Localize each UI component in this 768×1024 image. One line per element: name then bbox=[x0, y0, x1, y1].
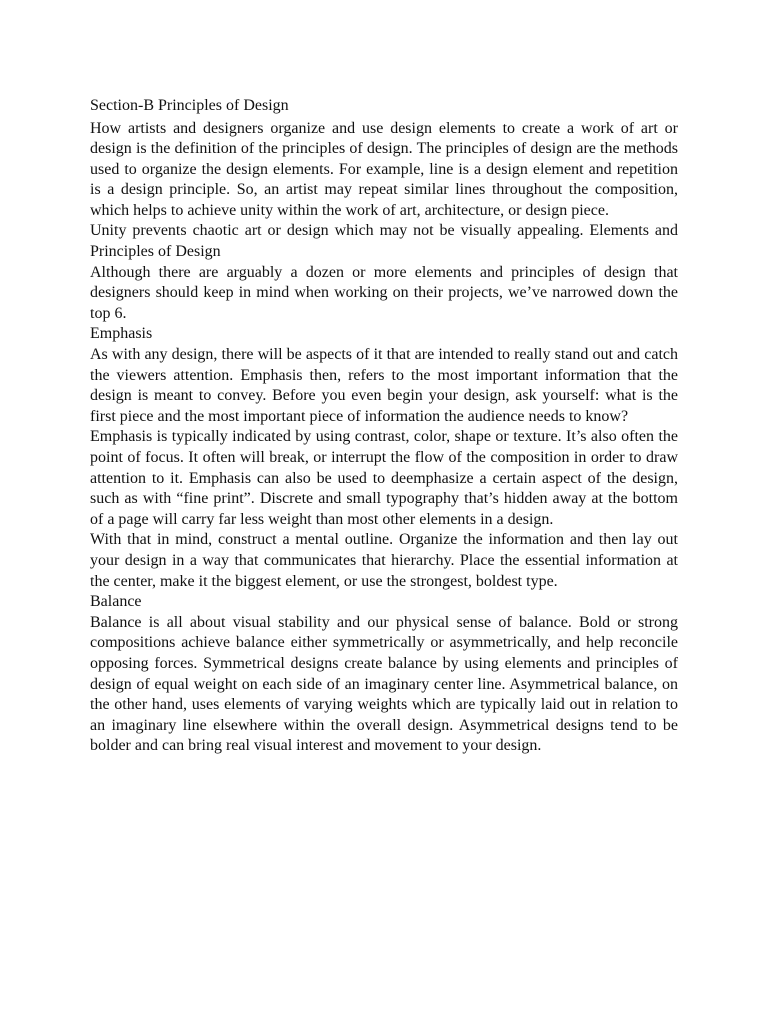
balance-paragraph-1: Balance is all about visual stability and our physical sense of balance. Bold or strong compositions achieve balance either symmetrically or asymmetrically, and help reconcile opposing forces. Symmetrical designs create balance by using elements and principles of design of equal weight on each side of an imaginary center line. Asymmetrical balance, on the other hand, uses elements of varying weights which are typically laid out in relation to an imaginary line elsewhere within the overall design. Asymmetrical designs tend to be bolder and can bring real visual interest and movement to your design. bbox=[90, 613, 678, 755]
emphasis-paragraph-3: With that in mind, construct a mental outline. Organize the information and then lay out your design in a way that communicates that hierarchy. Place the essential information at the center, make it the biggest element, or use the strongest, boldest type. bbox=[90, 531, 678, 590]
intro-paragraph-3: Although there are arguably a dozen or more elements and principles of design that designers should keep in mind when working on their projects, we’ve narrowed down the top 6. bbox=[90, 263, 678, 322]
emphasis-heading: Emphasis bbox=[90, 325, 153, 343]
intro-paragraph-2: Unity prevents chaotic art or design which may not be visually appealing. Elements and Principles of Design bbox=[90, 222, 678, 261]
intro-paragraph-1: How artists and designers organize and use design elements to create a work of art or design is the definition of the principles of design. The principles of design are the methods used to organize the design elements. For example, line is a design element and repetition is a design principle. So, an artist may repeat similar lines throughout the composition, which helps to achieve unity within the work of art, architecture, or design piece. bbox=[90, 119, 678, 219]
emphasis-paragraph-2: Emphasis is typically indicated by using contrast, color, shape or texture. It’s also often the point of focus. It often will break, or interrupt the flow of the composition in order to draw attention to it. Emphasis can also be used to deemphasize a certain aspect of the design, such as with “fine print”. Discrete and small typography that’s hidden away at the bottom of a page will carry far less weight than most other elements in a design. bbox=[90, 428, 678, 528]
section-title: Section-B Principles of Design bbox=[90, 97, 289, 114]
document-body bbox=[90, 96, 678, 757]
balance-heading: Balance bbox=[90, 593, 142, 611]
emphasis-paragraph-1: As with any design, there will be aspects of it that are intended to really stand out and catch the viewers attention. Emphasis then, refers to the most important information that the design is meant to convey. Before you even begin your design, ask yourself: what is the first piece and the most important piece of information the audience needs to know? bbox=[90, 346, 678, 425]
